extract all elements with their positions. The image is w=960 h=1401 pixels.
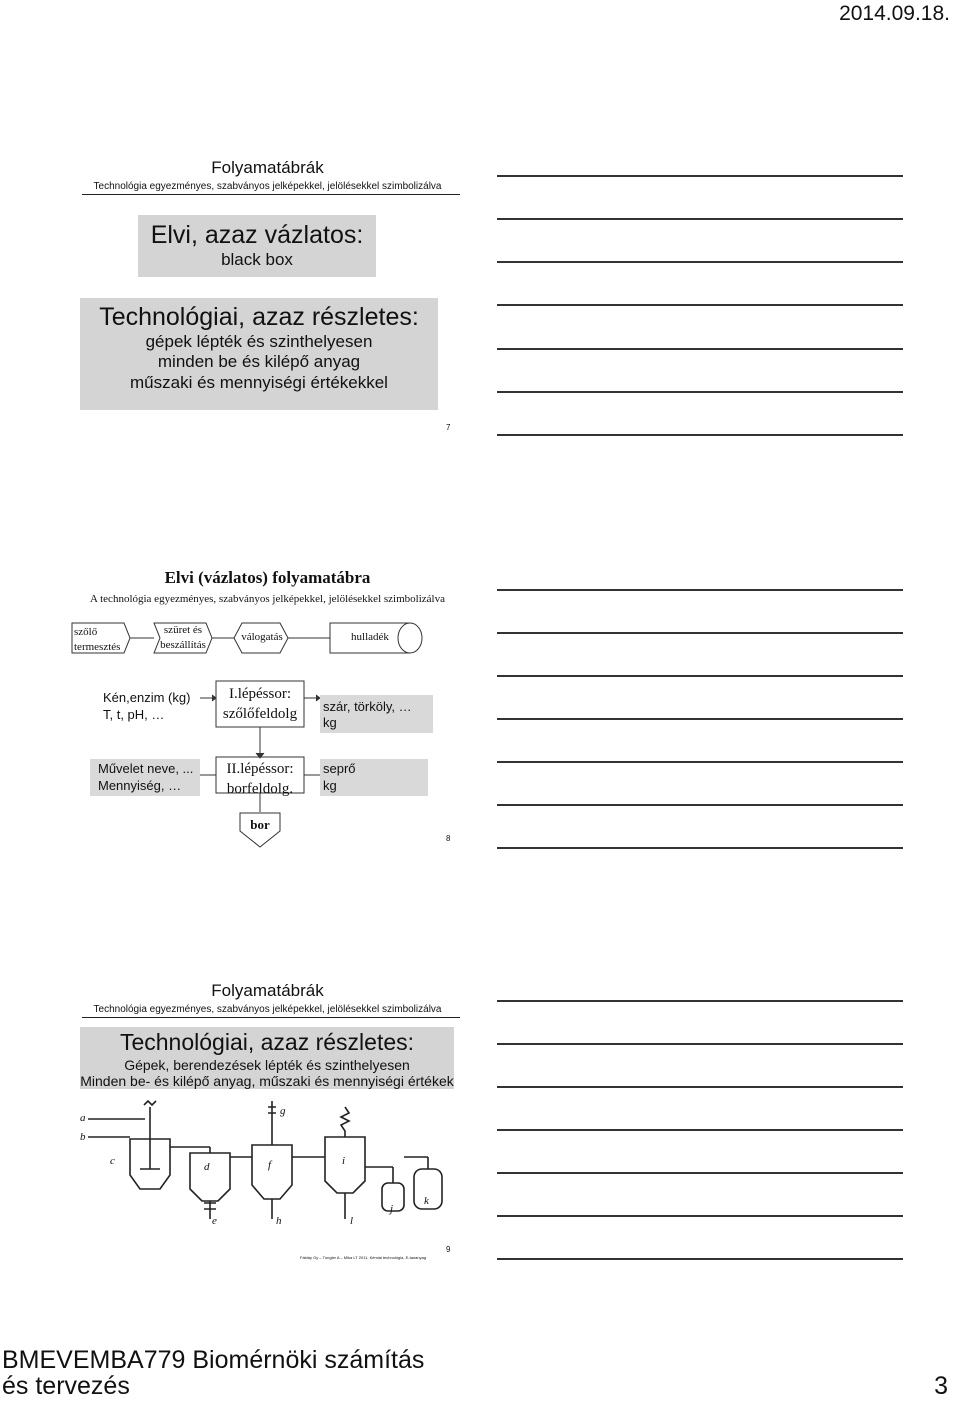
label-l: l <box>350 1215 354 1227</box>
node-label: szőlő termesztés <box>74 626 121 653</box>
input-label: Művelet neve, ... Mennyiség, … <box>98 761 194 793</box>
panel-text: műszaki és mennyiségi értékekkel <box>130 372 388 392</box>
vessel-f <box>252 1145 292 1199</box>
label-d: d <box>204 1161 210 1173</box>
node-label: hulladék <box>351 631 389 643</box>
notes-lines-9 <box>497 1000 903 1262</box>
vessel-d <box>190 1153 230 1201</box>
detailed-panel <box>80 298 438 410</box>
label-b: b <box>80 1131 86 1143</box>
label-a: a <box>80 1112 86 1124</box>
slide-9 <box>70 975 465 1267</box>
title-rule <box>82 194 460 195</box>
node-label: válogatás <box>241 631 283 643</box>
panel-text: Minden be- és kilépő anyag, műszaki és mennyiségi értékek <box>80 1073 454 1090</box>
slide-subtitle: A technológia egyezményes, szabványos jelképekkel, jelölésekkel szimbolizálva <box>90 593 445 605</box>
slide-7 <box>70 150 465 440</box>
label-f: f <box>268 1159 272 1171</box>
product-label: bor <box>250 817 270 832</box>
black-box-panel <box>138 215 376 277</box>
course-title-line1: BMEVEMBA779 Biomérnöki számítás <box>2 1346 425 1374</box>
label-c: c <box>110 1155 115 1167</box>
detailed-panel <box>80 1027 454 1089</box>
label-k: k <box>424 1195 429 1207</box>
citation: Fábiáy Gy – Tungler A – Mika LT 2011, Kémiai technológia, E-tananyag <box>300 1255 427 1260</box>
course-title-line2: és tervezés <box>2 1372 130 1400</box>
label-g: g <box>280 1105 286 1117</box>
panel-text: black box <box>221 250 293 269</box>
panel-heading: Technológiai, azaz részletes: <box>99 303 419 331</box>
label-e: e <box>212 1215 217 1227</box>
node-label: szüret és beszállítás <box>160 624 206 651</box>
output-label: szár, törköly, … kg <box>323 699 412 731</box>
title-rule <box>82 1017 460 1018</box>
label-i: i <box>342 1155 346 1167</box>
flow-diagram <box>70 615 465 850</box>
notes-lines-7 <box>497 175 903 440</box>
slide-number: 7 <box>446 423 451 432</box>
slide-number: 9 <box>446 1245 451 1254</box>
slide-title: Elvi (vázlatos) folyamatábra <box>164 568 371 587</box>
page-number: 3 <box>934 1372 948 1400</box>
slide-title: Folyamatábrák <box>211 981 324 1000</box>
panel-heading: Technológiai, azaz részletes: <box>119 1029 415 1055</box>
panel-heading: Elvi, azaz vázlatos: <box>150 221 364 249</box>
slide-title: Folyamatábrák <box>211 158 324 177</box>
slide-8 <box>70 565 465 850</box>
label-h: h <box>276 1215 282 1227</box>
output-label: seprő kg <box>323 761 356 793</box>
panel-text: Gépek, berendezések lépték és szinthelyesen <box>124 1056 410 1073</box>
step-label: I.lépéssor: szőlőfeldolg <box>222 686 298 722</box>
slide-subtitle: Technológia egyezményes, szabványos jelképekkel, jelölésekkel szimbolizálva <box>93 1004 442 1015</box>
notes-lines-8 <box>497 589 903 851</box>
input-label: Kén,enzim (kg) T, t, pH, … <box>103 690 191 722</box>
slide-subtitle: Technológia egyezményes, szabványos jelképekkel, jelölésekkel szimbolizálva <box>93 181 442 192</box>
panel-text: gépek lépték és szinthelyesen <box>145 332 373 351</box>
step-label: II.lépéssor: borfeldolg. <box>226 761 294 797</box>
slide-number: 8 <box>446 834 451 843</box>
print-date: 2014.09.18. <box>839 2 950 25</box>
label-j: j <box>390 1203 394 1215</box>
panel-text: minden be és kilépő anyag <box>157 352 361 372</box>
